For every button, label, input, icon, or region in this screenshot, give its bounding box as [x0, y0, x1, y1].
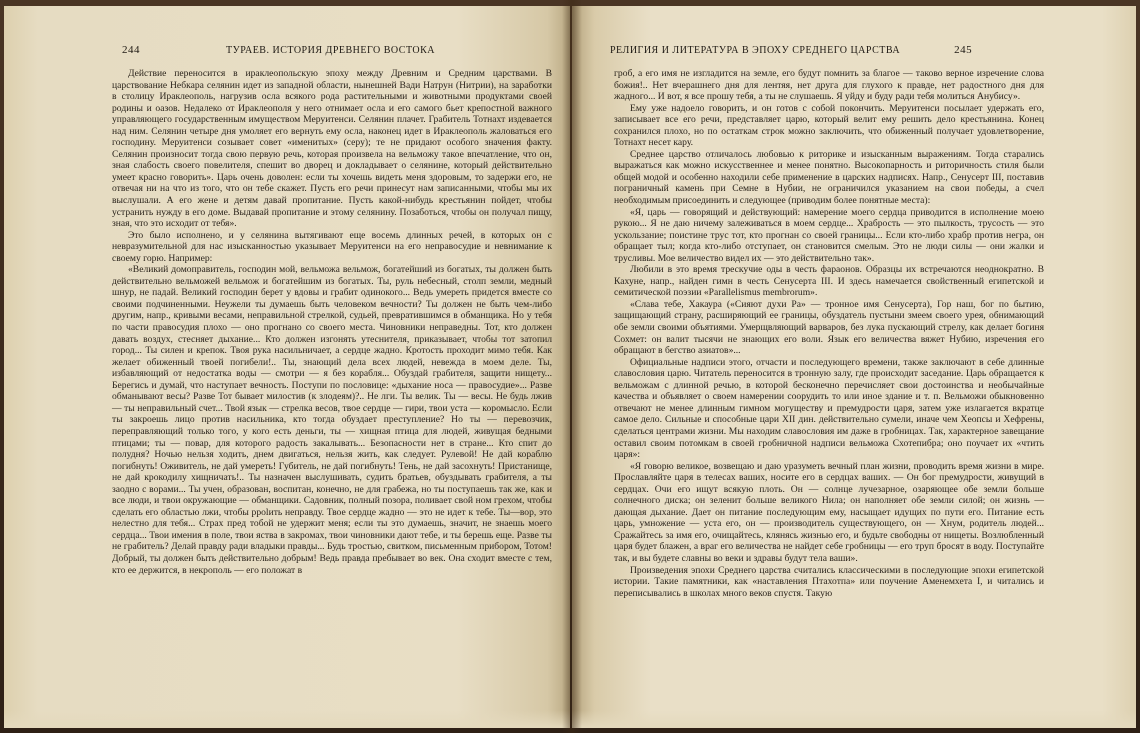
right-page-body — [614, 68, 1044, 599]
page-bottom-edge — [4, 710, 570, 728]
right-page — [572, 6, 1136, 728]
left-page-number: 244 — [122, 44, 140, 56]
right-running-head: РЕЛИГИЯ И ЛИТЕРАТУРА В ЭПОХУ СРЕДНЕГО ЦАРСТВА — [610, 45, 901, 56]
paragraph: Официальные надписи этого, отчасти и последующего времени, также заключают в себе длинные славословия царю. Читатель переносится в тронную залу, где происходит заседание. Царь обращается к вельможам с длинной речью, в которой бесконечно перечисляет свои достоинства и необычайные качества и объявляет о своем намерении соорудить то или иное здание и т. п. Вельможи обыкновенно отвечают не менее длинным гимном могуществу и премудрости царя, затем уже излагается вкратце самое дело. Сильные и способные цари XII дин. действительно сумели, иначе чем Хеопсы и Хефрены, сделаться центрами жизни. Мы находим славословия им даже в гробницах. Так, характерное завещание оставил своим потомкам в своей гробничной надписи вельможа Схотепибра; оно поучает их «чтить царя»: — [614, 356, 1044, 461]
paragraph: Это было исполнено, и у селянина вытягивают еще восемь длинных речей, в которых он с невразумительной для нас изысканностью указывает Меруитенси на его неправосудие и невнимание к своему горю. Например: — [112, 229, 552, 264]
left-page-body — [112, 68, 552, 576]
paragraph: Любили в это время трескучие оды в честь фараонов. Образцы их встречаются неоднократно. В Кахуне, напр., найден гимн в честь Сенусерта III. И здесь намечается свойственный египетской и семитической поэзии «Parallelismus membrorum». — [614, 264, 1044, 299]
paragraph: Среднее царство отличалось любовью к риторике и изысканным выражениям. Тогда старались выражаться как можно искусственнее и менее понятно. Высокопарность и риторичность стиля были общей модой и особенно находили себе применение в царских надписях. Напр., Сенусерт III, поставив пограничный камень при Семне в Нубии, не ограничился указанием на свои победы, а счел необходимым присоединить и следующее (приводим более понятные места): — [614, 148, 1044, 207]
paragraph: гроб, а его имя не изгладится на земле, его будут помнить за благое — таково верное изречение слова божия!.. Нет вчерашнего дня для лентяя, нет друга для глухого к правде, нет радостного дня для жадного... И вот, я все прошу тебя, а ты не слушаешь. Я уйду и буду ради тебя молиться Анубису». — [614, 68, 1044, 103]
book-gutter — [562, 0, 582, 733]
left-page-header — [122, 44, 435, 56]
right-page-number: 245 — [954, 44, 973, 56]
page-bottom-edge — [572, 710, 1136, 728]
right-page-header — [610, 44, 972, 56]
paragraph-quote: «Я, царь — говорящий и действующий: намерение моего сердца приводится в исполнение моею рукою... Я не даю ничему залеживаться в моем сердце... Храбрость — это пылкость, трусость — это ускользание; поистине трус тот, кто прогнан со своей границы... Если кто-либо храбр против негра, он обращает тыл; когда кто-либо отступает, он становится смелым. Это не люди силы — они жалки и трусливы. Мое величество видел их — это действительно так». — [614, 206, 1044, 264]
paragraph: Произведения эпохи Среднего царства считались классическими в последующие эпохи египетской истории. Такие памятники, как «наставления Птахотпа» или поучение Аменемхета I, и читались и переписывались в школах много веков спустя. Такую — [614, 564, 1044, 599]
paragraph-quote: «Я говорю великое, возвещаю и даю уразуметь вечный план жизни, проводить время жизни в мире. Прославляйте царя в телесах ваших, носите его в сердцах ваших. — Он бог премудрости, живущий в сердцах. Очи его ищут всякую плоть. Он — солнце лучезарное, озаряющее обе земли больше солнечного диска; он зеленит больше великого Нила; он наполняет обе земли силой; он жизнь — дающая дыхание. Дает он питание последующим ему, насыщает идущих по пути его. Питание есть царь, умножение — уста его, он — производитель существующего, он — Хнум, родитель людей... Сражайтесь за имя его, очищайтесь, клянясь жизнью его, и будьте свободны от нищеты. Возлюбленный царя будет блажен, а враг его величества не найдет себе гробницы — его труп бросят в воду. Поступайте так, и вы будете славны во веки и здравы будут тела ваши». — [614, 460, 1044, 564]
paragraph-quote: «Великий домоправитель, господин мой, вельможа вельмож, богатейший из богатых, ты должен быть действительно вельможей вельмож и богатейшим из богатых. Ты, руль небесный, столп земли, медный шнур, не падай. Великий господин берет у вдовы и грабит одинокого... Ведь умереть придется вместе со своими подчиненными. Неужели ты думаешь быть человеком вечности? Ты должен не быть чем-либо другим, напр., кривыми весами, неправильной стрелкой, судьей, превратившимся в обманщика. Но у тебя по части правосудия плохо — оно прогнано со своего места. Чиновники неправедны. Тот, кто должен давать воздух, стесняет дыхание... Кто должен изгонять утеснителя, приказывает, чтобы тот затопил город... Ты силен и крепок. Твоя рука насильничает, а сердце жадно. Кротость проходит мимо тебя. Как желает обиженный твоей погибели!.. Ты, знающий дела всех людей, невежда в моем деле. Ты, избавляющий от недостатка воды — смотри — я без корабля... Обуздай грабителя, защити нищету... Берегись и думай, что наступает вечность. Поступи по пословице: «дыхание носа — правосудие»... Разве обманывают весы? Разве Тот бывает милостив (к злодеям)?.. Не лги. Ты велик. Ты — весы. Не будь лжив — ты неправильный счет... Твой язык — стрелка весов, твое сердце — гири, твои уста — коромысло. Если ты закроешь лицо против насильника, кто тогда обуздает преступление? Но ты — перевозчик, переправляющий только того, у кого есть деньги, ты — хищная птица для людей, живущая бедными птицами; ты — повар, для которого радость закалывать... Безопасности нет в стране... Кто спит до полудня? Ночью нельзя ходить, днем двигаться, нельзя жить, как следует. Рулевой! Не дай кораблю погибнуть! Оживитель, не дай умереть! Губитель, не дай погибнуть! Тень, не дай засохнуть! Пристанище, не дай крокодилу хищничать!.. Ты назначен выслушивать, судить братьев, обуздывать грабителя, а ты заодно с ворами... Ты учен, образован, воспитан, конечно, не для грабежа, но ты поступаешь так же, как и все люди, и твои окружающие — обманщики. Садовник, полный позора, поливает свой ном грехом, чтобы сделать его областью лжи, чтобы рpolить неправду. Твое сердце жадно — это не идет к тебе. Ты—вор, это нелестно для тебя... Страх пред тобой не удержит меня; если ты это думаешь, значит, не знаешь моего сердца... Твои имения в поле, твои яства в закромах, твои чиновники дают тебе, и ты берешь еще. Разве ты не грабитель? Делай правду ради владыки правды... Будь тростью, свитком, письменным прибором, Тотом! Добрый, ты должен быть действительно добрым! Ведь правда пребывает во век. Она сходит вместе с тем, кто ее держится, в некрополь — его положат в — [112, 264, 552, 576]
left-page — [4, 6, 570, 728]
paragraph-quote: «Слава тебе, Хакаура («Сияют духи Ра» — тронное имя Сенусерта), Гор наш, бог по бытию, защищающий страну, расширяющий ее границы, обуздатель пустыни змеем своего урея, обнимающий обе земли своими объятиями. Умерщвляющий варваров, без лука пускающий стрелу, как делает богиня Сохмет: он валит тысячи не знающих его воли. Язык его величества вяжет Нубию, изречения его обращают в бегство азиатов»... — [614, 298, 1044, 357]
paragraph: Действие переносится в ираклеопольскую эпоху между Древним и Средним царствами. В царствование Небкара селянин идет из западной области, нынешней Вади Натрун (Нитрии), на заработки в столицу Ираклеополь, нагрузив осла всякого рода растительными и животными продуктами своей родины и оазов. Недалеко от Ираклеополя у него отнимает осла и его самого бьет крепостной важного управляющего государственным имуществом Меруитенси. Селянин плачет. Грабитель Тотнахт издевается над ним. Селянин четыре дня умоляет его вернуть ему осла, наконец идет в Ираклеополь жаловаться его господину. Меруитенси созывает совет «именитых» (серу); те не придают особого значения факту. Селянин произносит тогда свою первую речь, которая произвела на вельможу такое впечатление, что он, зная слабость своего повелителя, спешит во дворец и докладывает о селянине, который действительно умеет красно говорить». Царь очень доволен: если ты хочешь видеть меня здоровым, то задержи его, не отвечая ни на что из того, что он тебе скажет. Пусть его речи принесут нам записанными, чтобы мы их выслушали. А его жене и детям давай пропитание. Пусть какой-нибудь крестьянин пойдет, чтобы устранить нужду в его доме. Выдавай пропитание и этому селянину. Позаботься, чтобы он получал пищу, зная, что это исходит от тебя». — [112, 68, 552, 230]
left-running-head: ТУРАЕВ. ИСТОРИЯ ДРЕВНЕГО ВОСТОКА — [226, 45, 436, 56]
paragraph: Ему уже надоело говорить, и он готов с собой покончить. Меруитенси посылает удержать его, записывает все его речи, представляет царю, который велит ему решить дело крестьянина. Конец сохранился плохо, но по остаткам строк можно заключить, что обиженный получает удовлетворение, Тотнахт несет кару. — [614, 102, 1044, 149]
